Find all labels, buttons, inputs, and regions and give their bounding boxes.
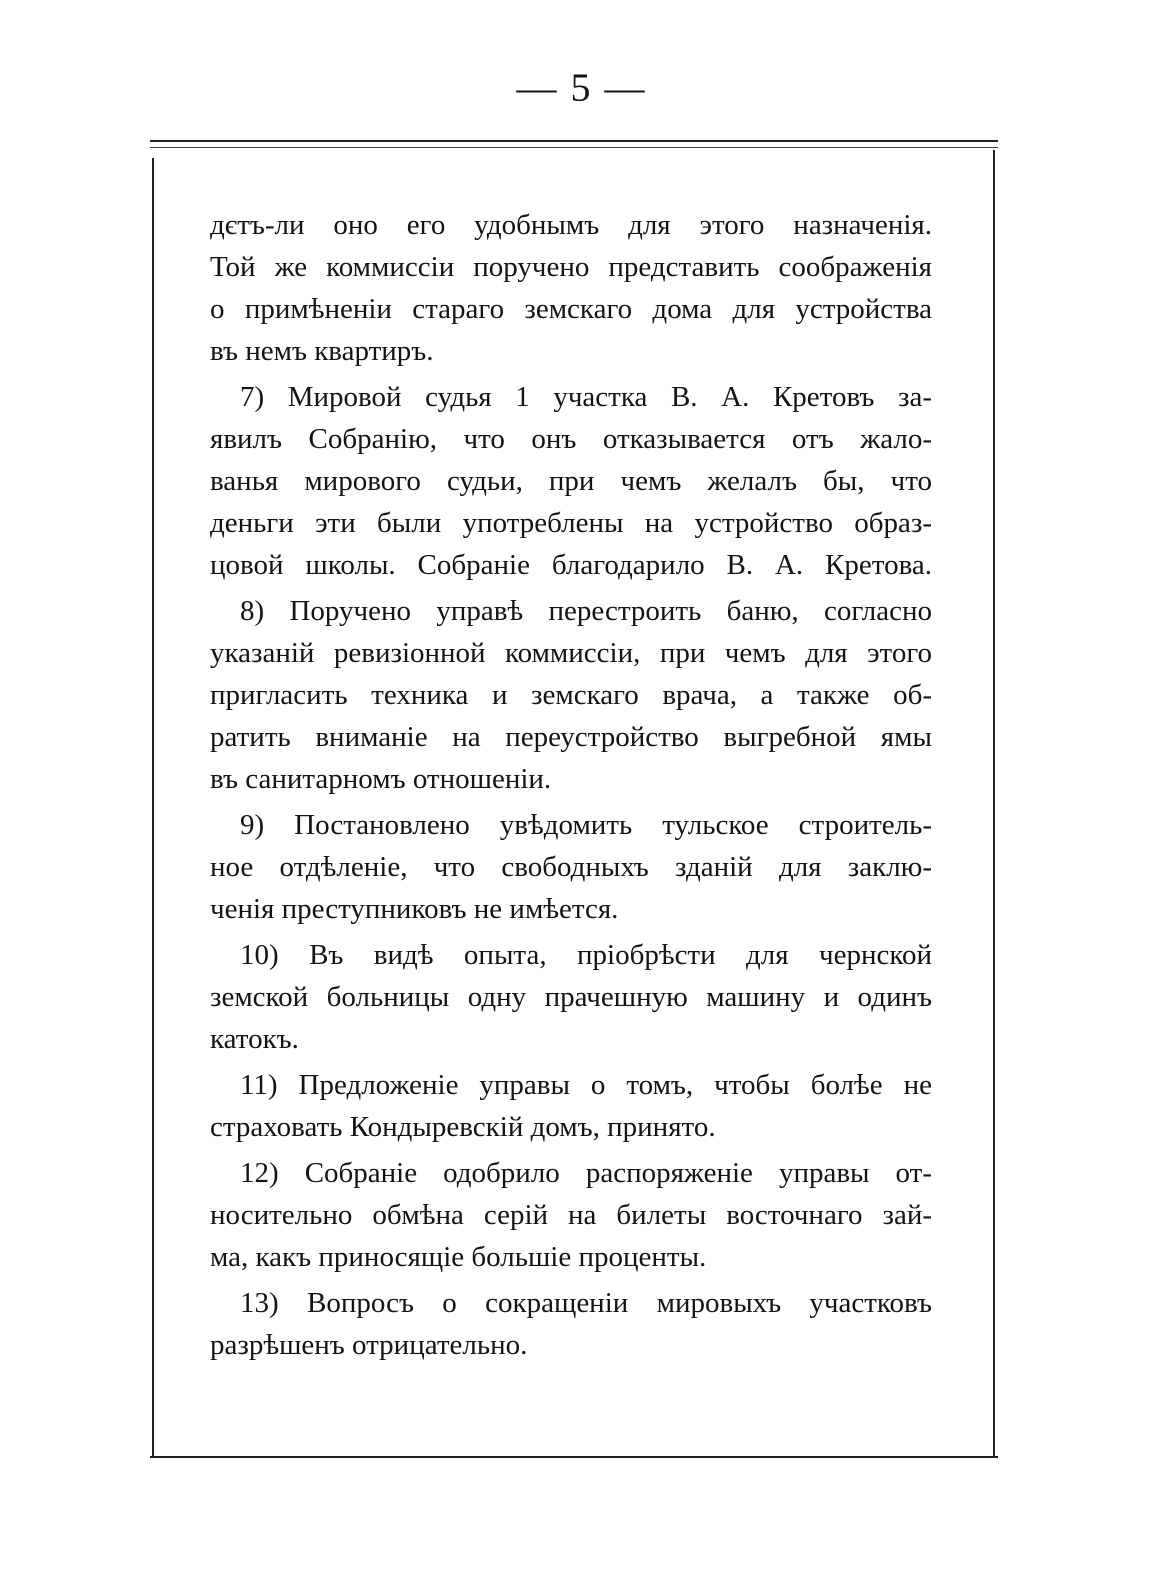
paragraph-item-8 bbox=[210, 590, 932, 800]
frame-bottom-rule bbox=[150, 1456, 998, 1458]
text-line: ратить вниманіе на переустройство выгребной ямы bbox=[210, 721, 932, 753]
frame-right-rule bbox=[993, 150, 995, 1458]
text-line: явилъ Собранію, что онъ отказывается отъ жало- bbox=[210, 423, 932, 455]
body-text bbox=[210, 204, 932, 1370]
text-line: 10) Въ видѣ опыта, пріобрѣсти для чернской bbox=[240, 939, 932, 971]
paragraph-item-10 bbox=[210, 934, 932, 1060]
page-number: — 5 — bbox=[516, 65, 647, 110]
text-line: въ немъ квартиръ. bbox=[210, 335, 434, 367]
text-line: ное отдѣленіе, что свободныхъ зданій для заклю- bbox=[210, 851, 932, 883]
text-line: пригласить техника и земскаго врача, а также об- bbox=[210, 679, 932, 711]
text-line: земской больницы одну прачешную машину и одинъ bbox=[210, 981, 932, 1013]
text-line: Той же коммиссіи поручено представить соображенія bbox=[210, 251, 932, 283]
frame-top-rule-inner bbox=[150, 147, 998, 148]
paragraph-item-13 bbox=[210, 1282, 932, 1366]
text-line: цовой школы. Собраніе благодарило В. А. Кретова. bbox=[210, 549, 932, 581]
text-line: 8) Поручено управѣ перестроить баню, согласно bbox=[240, 595, 932, 627]
text-line: деньги эти были употреблены на устройство образ- bbox=[210, 507, 932, 539]
text-line: носительно обмѣна серій на билеты восточнаго зай- bbox=[210, 1199, 932, 1231]
frame-top-rule bbox=[150, 140, 998, 142]
text-line: разрѣшенъ отрицательно. bbox=[210, 1329, 528, 1361]
paragraph-item-7 bbox=[210, 376, 932, 586]
text-line: катокъ. bbox=[210, 1023, 299, 1055]
text-line: ванья мирового судьи, при чемъ желалъ бы, что bbox=[210, 465, 932, 497]
text-line: о примѣненіи стараго земскаго дома для устройства bbox=[210, 293, 932, 325]
paragraph-item-9 bbox=[210, 804, 932, 930]
text-line: дєтъ-ли оно его удобнымъ для этого назначенія. bbox=[210, 209, 932, 241]
frame-left-rule bbox=[152, 158, 154, 1458]
text-line: указаній ревизіонной коммиссіи, при чемъ для этого bbox=[210, 637, 932, 669]
text-line: ма, какъ приносящіе большіе проценты. bbox=[210, 1241, 707, 1273]
paragraph-item-12 bbox=[210, 1152, 932, 1278]
text-line: ченія преступниковъ не имѣется. bbox=[210, 893, 619, 925]
paragraph-continuation bbox=[210, 204, 932, 372]
text-line: страховать Кондыревскій домъ, принято. bbox=[210, 1111, 716, 1143]
text-line: 12) Собраніе одобрило распоряженіе управы от- bbox=[240, 1157, 932, 1189]
text-line: 9) Постановлено увѣдомить тульское строитель- bbox=[240, 809, 932, 841]
text-line: 13) Вопросъ о сокращеніи мировыхъ участковъ bbox=[240, 1287, 932, 1319]
text-line: въ санитарномъ отношеніи. bbox=[210, 763, 552, 795]
paragraph-item-11 bbox=[210, 1064, 932, 1148]
text-line: 7) Мировой судья 1 участка В. А. Кретовъ за- bbox=[240, 381, 932, 413]
text-line: 11) Предложеніе управы о томъ, чтобы болѣе не bbox=[240, 1069, 932, 1101]
